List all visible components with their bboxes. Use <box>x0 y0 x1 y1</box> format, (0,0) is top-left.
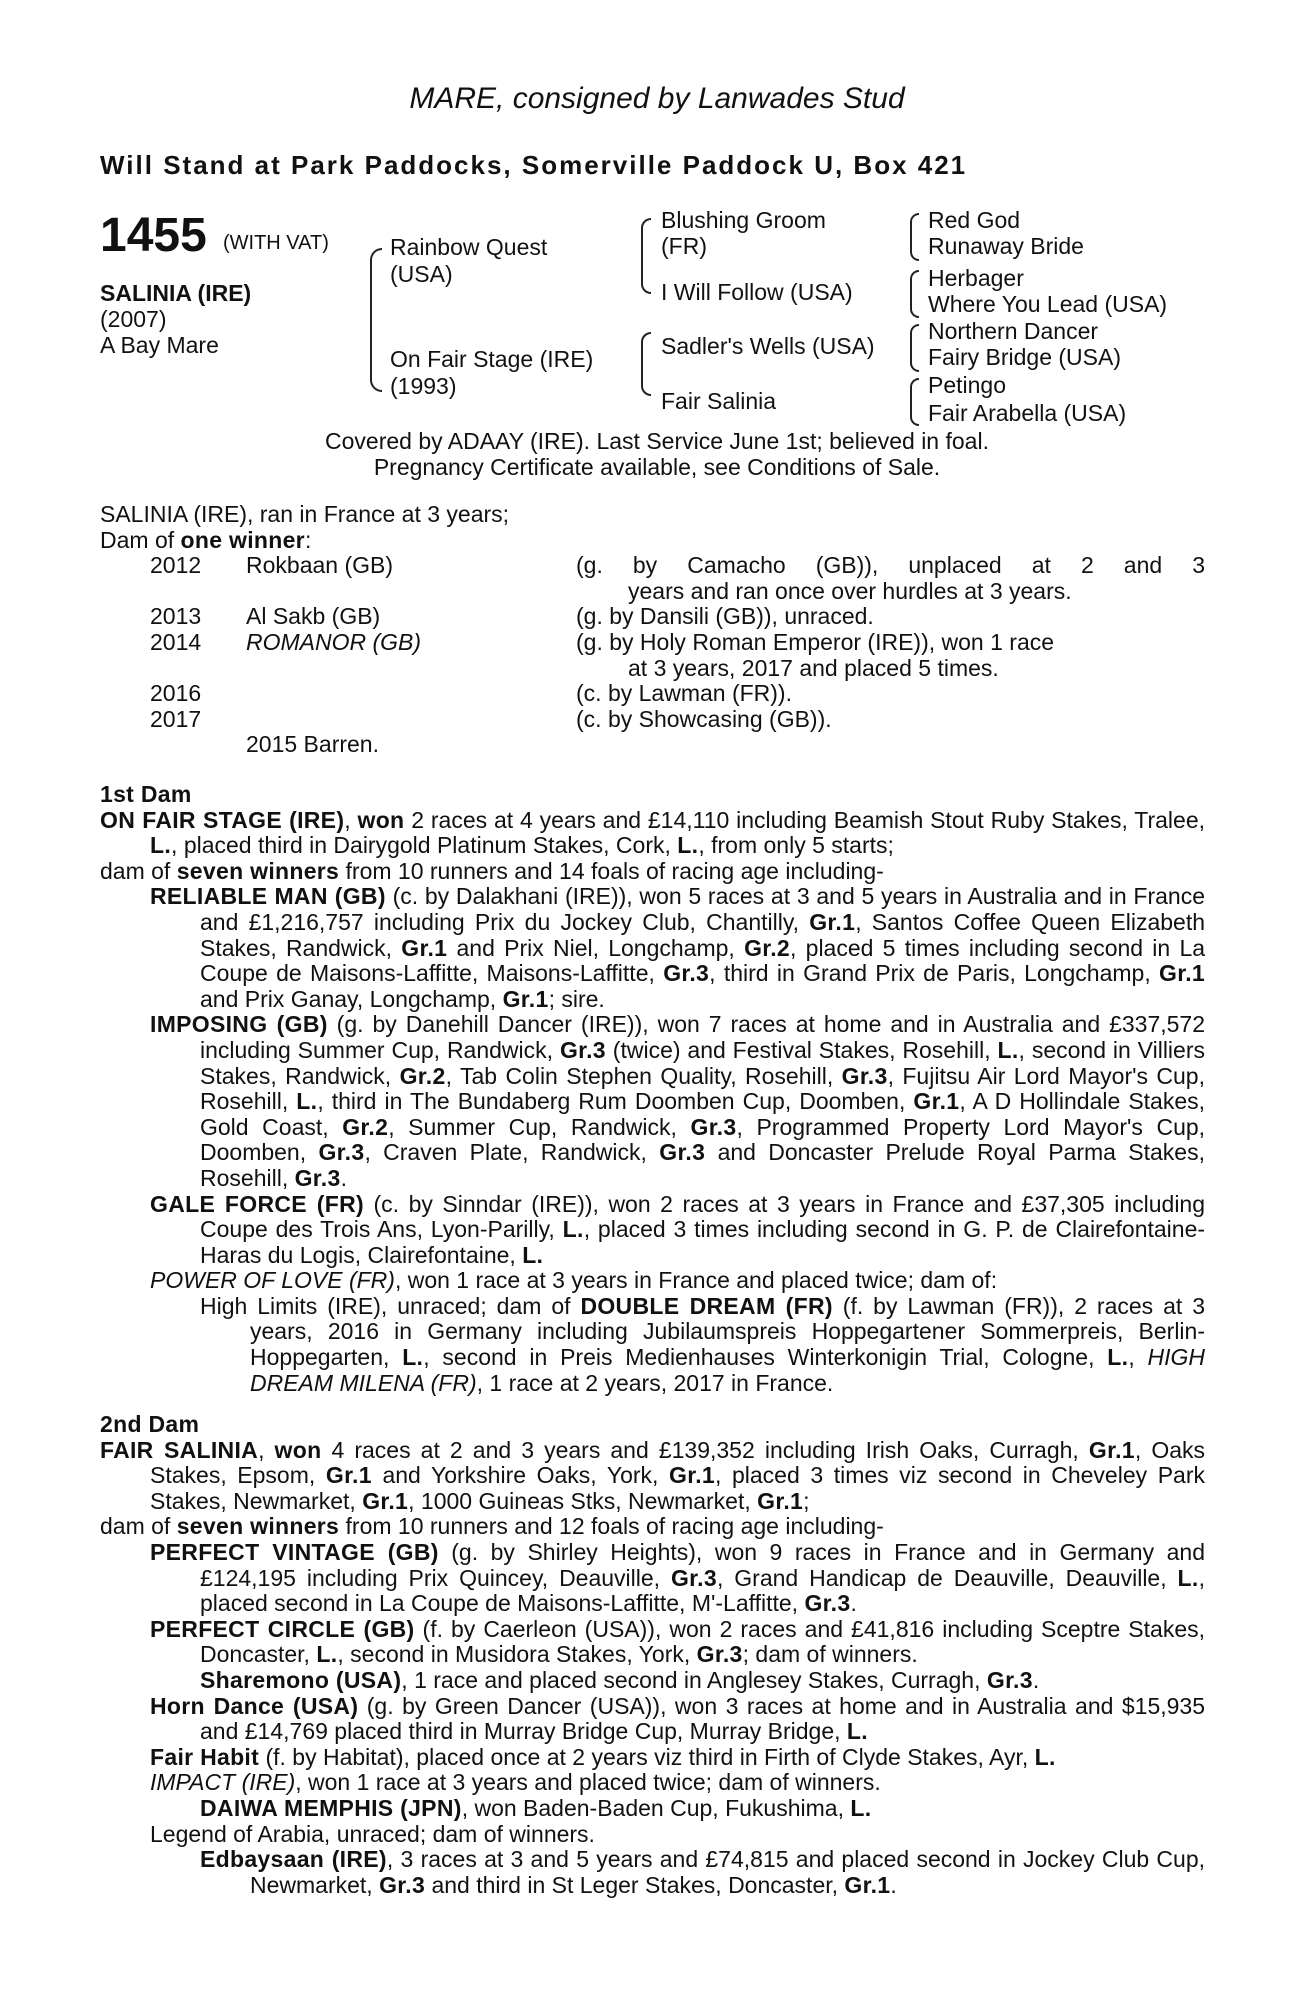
ssd-name: Runaway Bride <box>928 233 1084 259</box>
produce-row <box>150 681 1205 707</box>
produce-table <box>150 553 1205 758</box>
horse-name: Edbaysaan (IRE) <box>200 1846 387 1873</box>
pedigree-brace-g3d <box>910 378 919 426</box>
produce-row <box>150 732 1205 758</box>
text: , second in Preis Medienhauses Winterkonigin Trial, Cologne, <box>423 1344 1095 1371</box>
barren-note: 2015 Barren. <box>246 731 379 758</box>
text: 2 races at 4 years and £14,110 including Beamish Stout Ruby Stakes, Tralee, <box>411 806 1206 833</box>
horse-name: DAIWA MEMPHIS (JPN) <box>200 1794 462 1821</box>
produce-detail: (c. by Showcasing (GB)). <box>576 705 832 732</box>
first-dam-intro: ON FAIR STAGE (IRE), won 2 races at 4 years and £14,110 including Beamish Stout Ruby Stakes, Tralee, L., placed third in Dairygold Platinum Stakes, Cork, L., from only 5 starts; <box>100 806 1206 859</box>
grade: Gr.3 <box>559 1036 606 1063</box>
text: (c. by Dalakhani (IRE)), won 5 races at 3 and 5 years in Australia and in France and £1,216,757 including Prix du Jockey Club, Chantilly, <box>200 883 1206 935</box>
ddd-name: Fair Arabella (USA) <box>928 400 1127 426</box>
colon: : <box>304 526 312 553</box>
grade: Gr.3 <box>696 1641 743 1668</box>
grade: Gr.1 <box>1159 960 1206 987</box>
horse-name: IMPACT (IRE) <box>150 1769 296 1796</box>
grade: Gr.3 <box>379 1871 426 1898</box>
text: , Craven Plate, Randwick, <box>364 1139 647 1166</box>
grade: Gr.1 <box>757 1487 804 1514</box>
sire-dam-name: I Will Follow (USA) <box>661 279 853 305</box>
text: and Prix Niel, Longchamp, <box>456 934 735 961</box>
winners-count: seven winners <box>176 857 340 884</box>
produce-daiwa-memphis <box>100 1796 1205 1822</box>
lot-number: 1455 <box>100 209 207 262</box>
produce-sharemono <box>100 1668 1205 1694</box>
produce-high-limits: High Limits (IRE), unraced; dam of DOUBLE DREAM (FR) (f. by Lawman (FR)), 2 races at 3 years, 2016 in Germany including Jubilaumspreis Hoppegartener Sommerpreis, Berlin-Hoppegarten, L., second in Preis Medienhauses Winterkonigin Trial, Cologne, L., HIGH DREAM MILENA (FR), 1 race at 2 years, 2017 in France. <box>200 1292 1206 1396</box>
horse-year: (2007) <box>100 306 167 332</box>
grade: Gr.1 <box>669 1462 715 1489</box>
text: and Doncaster Prelude Royal Parma Stakes, Rosehill, <box>200 1139 1205 1191</box>
text: , placed second in La Coupe de Maisons-Laffitte, M'-Laffitte, <box>200 1564 1205 1617</box>
sire-country: (USA) <box>390 261 453 287</box>
text: , third in The Bundaberg Rum Doomben Cup, Doomben, <box>317 1088 906 1115</box>
grade: Gr.3 <box>986 1666 1033 1693</box>
produce-legend-of-arabia: Legend of Arabia, unraced; dam of winners. <box>150 1820 595 1847</box>
produce-detail-line-1: (g. by Camacho (GB)), unplaced at 2 and 3 <box>576 552 1205 579</box>
produce-edbaysaan <box>100 1847 1205 1898</box>
vat-note: (WITH VAT) <box>223 232 329 254</box>
winners-count: seven winners <box>176 1513 340 1540</box>
listed: L. <box>1034 1743 1056 1770</box>
stand-location: Will Stand at Park Paddocks, Somerville Paddock U, Box 421 <box>100 150 968 180</box>
horse-name: GALE FORCE (FR) <box>150 1190 364 1217</box>
text: , Programmed Property Lord Mayor's Cup, Doomben, <box>200 1113 1206 1166</box>
text: from 10 runners and 12 foals of racing age including- <box>345 1513 884 1540</box>
text: . <box>1032 1666 1040 1693</box>
produce-horn-dance <box>100 1694 1205 1745</box>
sire-sire-name: Blushing Groom <box>661 207 826 233</box>
text: , Tab Colin Stephen Quality, Rosehill, <box>445 1062 834 1089</box>
text: (g. by Danehill Dancer (IRE)), won 7 races at home and in Australia and £337,572 including Summer Cup, Randwick, <box>200 1011 1206 1063</box>
text: (twice) and Festival Stakes, Rosehill, <box>612 1036 991 1063</box>
listed: L. <box>316 1641 338 1668</box>
text: , A D Hollindale Stakes, Gold Coast, <box>200 1088 1206 1140</box>
grade: Gr.1 <box>809 908 856 935</box>
grade: Gr.1 <box>844 1871 891 1898</box>
dds-name: Petingo <box>928 372 1007 398</box>
text: , placed 3 times including second in G. P. de Clairefontaine-Haras du Logis, Clairefontaine, <box>200 1216 1206 1268</box>
text: , won 1 race at 3 years in France and placed twice; dam of: <box>394 1267 998 1294</box>
horse-name: HIGH DREAM MILENA (FR) <box>250 1344 1206 1396</box>
won-label: won <box>274 1436 322 1463</box>
produce-detail-line-1: (g. by Holy Roman Emperor (IRE)), won 1 race <box>576 628 1055 655</box>
text: (f. by Habitat), placed once at 2 years viz third in Firth of Clyde Stakes, Ayr, <box>265 1743 1029 1770</box>
listed: L. <box>997 1036 1019 1063</box>
listed: L. <box>150 832 172 859</box>
grade: Gr.1 <box>325 1462 372 1489</box>
produce-detail: (c. by Lawman (FR)). <box>576 680 792 707</box>
second-dam-damof <box>100 1514 1205 1540</box>
produce-imposing <box>100 1012 1205 1191</box>
produce-detail <box>576 630 1205 681</box>
text: . <box>890 1871 897 1898</box>
produce-row <box>150 707 1205 733</box>
pedigree-brace-dam <box>641 332 651 396</box>
produce-impact <box>100 1770 1205 1796</box>
text: , 1000 Guineas Stks, Newmarket, <box>408 1487 751 1514</box>
text: from 10 runners and 14 foals of racing age including- <box>345 857 884 884</box>
horse-name: Horn Dance (USA) <box>150 1692 359 1719</box>
pedigree-brace-gen1 <box>370 248 382 392</box>
produce-perfect-vintage <box>100 1540 1205 1617</box>
text: , Grand Handicap de Deauville, Deauville, <box>716 1564 1167 1591</box>
text: , 1 race at 2 years, 2017 in France. <box>476 1369 834 1396</box>
horse-name: PERFECT CIRCLE (GB) <box>150 1615 415 1642</box>
listed: L. <box>677 832 699 859</box>
text: ; <box>803 1487 810 1514</box>
cover-note <box>0 428 1314 480</box>
produce-year: 2016 <box>150 680 202 707</box>
text: , second in Villiers Stakes, Randwick, <box>200 1036 1205 1089</box>
grade: Gr.3 <box>804 1590 851 1617</box>
grade: Gr.3 <box>294 1164 341 1191</box>
produce-detail: (g. by Dansili (GB)), unraced. <box>576 603 874 630</box>
dss-name: Northern Dancer <box>928 318 1099 344</box>
text: , placed third in Dairygold Platinum Stakes, Cork, <box>171 832 671 859</box>
first-dam-name: ON FAIR STAGE (IRE) <box>100 806 345 833</box>
produce-name <box>246 681 576 707</box>
grade: Gr.1 <box>362 1487 409 1514</box>
produce-year: 2017 <box>150 705 202 732</box>
dam-of-label: dam of <box>100 857 171 884</box>
grade: Gr.3 <box>841 1062 888 1089</box>
pedigree-brace-g3a <box>910 213 919 261</box>
produce-name: Rokbaan (GB) <box>246 552 394 579</box>
text: , placed 3 times viz second in Cheveley Park Stakes, Newmarket, <box>150 1462 1206 1514</box>
listed: L. <box>850 1794 872 1821</box>
text: ; sire. <box>548 985 605 1012</box>
listed: L. <box>562 1216 584 1243</box>
produce-name: ROMANOR (GB) <box>246 628 422 655</box>
dam-of-label: dam of <box>100 1513 171 1540</box>
text: (c. by Sinndar (IRE)), won 2 races at 3 years in France and £37,305 including Coupe des Trois Ans, Lyon-Parilly, <box>200 1190 1206 1243</box>
dam-sire-name: Sadler's Wells (USA) <box>661 333 875 359</box>
horse-name: Sharemono (USA) <box>200 1666 402 1693</box>
text: (f. by Lawman (FR)), 2 races at 3 years, 2016 in Germany including Jubilaumspreis Hoppegartener Sommerpreis, Berlin-Hoppegarten, <box>250 1292 1206 1371</box>
produce-year: 2013 <box>150 603 202 630</box>
grade: Gr.3 <box>670 1564 717 1591</box>
produce-name <box>246 707 576 733</box>
produce-year: 2012 <box>150 552 202 579</box>
first-dam-section <box>100 782 1205 1396</box>
race-record: SALINIA (IRE), ran in France at 3 years; <box>100 501 510 527</box>
text: , 1 race and placed second in Anglesey Stakes, Curragh, <box>401 1666 981 1693</box>
listed: L. <box>296 1088 318 1115</box>
sire-sire-country: (FR) <box>661 233 707 259</box>
grade: Gr.3 <box>663 960 710 987</box>
text: , from only 5 starts; <box>698 832 894 859</box>
produce-row <box>150 604 1205 630</box>
text: , Summer Cup, Randwick, <box>388 1113 677 1140</box>
dam-of-label: Dam of <box>100 526 175 553</box>
produce-year: 2014 <box>150 628 202 655</box>
text: , won 1 race at 3 years and placed twice; dam of winners. <box>295 1769 881 1796</box>
text: , Oaks Stakes, Epsom, <box>150 1436 1206 1489</box>
grade: Gr.1 <box>1088 1436 1135 1463</box>
pedigree-brace-g3b <box>910 270 919 318</box>
text: ; dam of winners. <box>742 1641 918 1668</box>
cover-line-2: Pregnancy Certificate available, see Conditions of Sale. <box>373 454 941 480</box>
grade: Gr.2 <box>342 1113 389 1140</box>
horse-name: RELIABLE MAN (GB) <box>150 883 386 910</box>
produce-detail-line-2: at 3 years, 2017 and placed 5 times. <box>628 654 999 681</box>
produce-detail-line-2: years and ran once over hurdles at 3 years. <box>628 577 1072 604</box>
sdd-name: Where You Lead (USA) <box>928 291 1168 317</box>
horse-name: PERFECT VINTAGE (GB) <box>150 1538 439 1565</box>
horse-name: Fair Habit <box>150 1743 260 1770</box>
grade: Gr.3 <box>318 1139 365 1166</box>
horse-name: SALINIA (IRE) <box>100 280 252 306</box>
text: and Prix Ganay, Longchamp, <box>200 985 497 1012</box>
produce-name: Al Sakb (GB) <box>246 603 381 630</box>
winners-count: one winner <box>180 526 305 553</box>
first-dam-damof <box>100 859 1205 885</box>
second-dam-intro: FAIR SALINIA, won 4 races at 2 and 3 years and £139,352 including Irish Oaks, Curragh, Gr.1, Oaks Stakes, Epsom, Gr.1 and Yorkshire Oaks, York, Gr.1, placed 3 times viz second in Cheveley Park Stakes, Newmarket, Gr.1, 1000 Guineas Stks, Newmarket, Gr.1; <box>100 1436 1206 1514</box>
pedigree-brace-g3c <box>910 324 919 372</box>
text: . <box>340 1164 347 1191</box>
grade: Gr.3 <box>659 1139 706 1166</box>
sire-name: Rainbow Quest <box>390 234 548 260</box>
grade: Gr.2 <box>399 1062 446 1089</box>
horse-name: POWER OF LOVE (FR) <box>150 1267 395 1294</box>
produce-power-of-love <box>100 1268 1205 1294</box>
text: High Limits (IRE), unraced; dam of <box>200 1292 571 1319</box>
sds-name: Herbager <box>928 265 1024 291</box>
dam-name: On Fair Stage (IRE) <box>390 346 594 372</box>
grade: Gr.1 <box>913 1088 960 1115</box>
produce-detail <box>576 553 1205 604</box>
horse-name: DOUBLE DREAM (FR) <box>580 1292 833 1319</box>
horse-name: IMPOSING (GB) <box>150 1011 328 1038</box>
consignment-title: MARE, consigned by Lanwades Stud <box>409 82 905 115</box>
grade: Gr.3 <box>690 1113 737 1140</box>
dsd-name: Fairy Bridge (USA) <box>928 344 1121 370</box>
horse-description: A Bay Mare <box>100 332 219 358</box>
text: and third in St Leger Stakes, Doncaster, <box>431 1871 839 1898</box>
produce-reliable-man <box>100 884 1205 1012</box>
grade: Gr.1 <box>502 985 549 1012</box>
grade: Gr.2 <box>744 934 791 961</box>
produce-row <box>150 630 1205 681</box>
dam-dam-name: Fair Salinia <box>661 388 777 414</box>
produce-perfect-circle <box>100 1617 1205 1668</box>
text: , placed 5 times including second in La Coupe de Maisons-Laffitte, Maisons-Laffitte, <box>200 934 1206 987</box>
produce-fair-habit <box>100 1745 1205 1771</box>
text: . <box>850 1590 857 1617</box>
text: (g. by Green Dancer (USA)), won 3 races at home and in Australia and $15,935 and £14,769 placed third in Murray Bridge Cup, Murray Bridge, <box>200 1692 1205 1745</box>
first-dam-heading: 1st Dam <box>100 781 192 807</box>
pedigree-brace-sire <box>641 218 651 294</box>
listed: L. <box>1177 1564 1199 1591</box>
text: , 3 races at 3 and 5 years and £74,815 and placed second in Jockey Club Cup, Newmarket, <box>250 1846 1206 1898</box>
cover-line-1: Covered by ADAAY (IRE). Last Service June 1st; believed in foal. <box>325 428 989 454</box>
text: , third in Grand Prix de Paris, Longchamp, <box>709 960 1151 987</box>
sss-name: Red God <box>928 207 1021 233</box>
text: (f. by Caerleon (USA)), won 2 races and £41,816 including Sceptre Stakes, Doncaster, <box>200 1615 1206 1668</box>
second-dam-section <box>100 1412 1205 1898</box>
text: , won Baden-Baden Cup, Fukushima, <box>461 1794 844 1821</box>
text: , Fujitsu Air Lord Mayor's Cup, Rosehill, <box>200 1062 1205 1115</box>
text: (g. by Shirley Heights), won 9 races in France and in Germany and £124,195 including Prix Quincey, Deauville, <box>200 1538 1205 1591</box>
second-dam-heading: 2nd Dam <box>100 1411 200 1437</box>
text: , second in Musidora Stakes, York, <box>337 1641 691 1668</box>
produce-gale-force <box>100 1192 1205 1269</box>
dam-of-line <box>100 528 1205 554</box>
listed: L. <box>522 1241 544 1268</box>
won-label: won <box>357 806 405 833</box>
produce-record <box>100 502 1205 758</box>
text: 4 races at 2 and 3 years and £139,352 including Irish Oaks, Curragh, <box>331 1436 1079 1463</box>
grade: Gr.1 <box>401 934 448 961</box>
dam-year: (1993) <box>390 373 457 399</box>
listed: L. <box>402 1344 424 1371</box>
text: and Yorkshire Oaks, York, <box>382 1462 659 1489</box>
listed: L. <box>846 1718 868 1745</box>
text: , Santos Coffee Queen Elizabeth Stakes, Randwick, <box>200 908 1205 961</box>
listed: L. <box>1107 1344 1129 1371</box>
produce-row <box>150 553 1205 604</box>
second-dam-name: FAIR SALINIA <box>100 1436 259 1463</box>
